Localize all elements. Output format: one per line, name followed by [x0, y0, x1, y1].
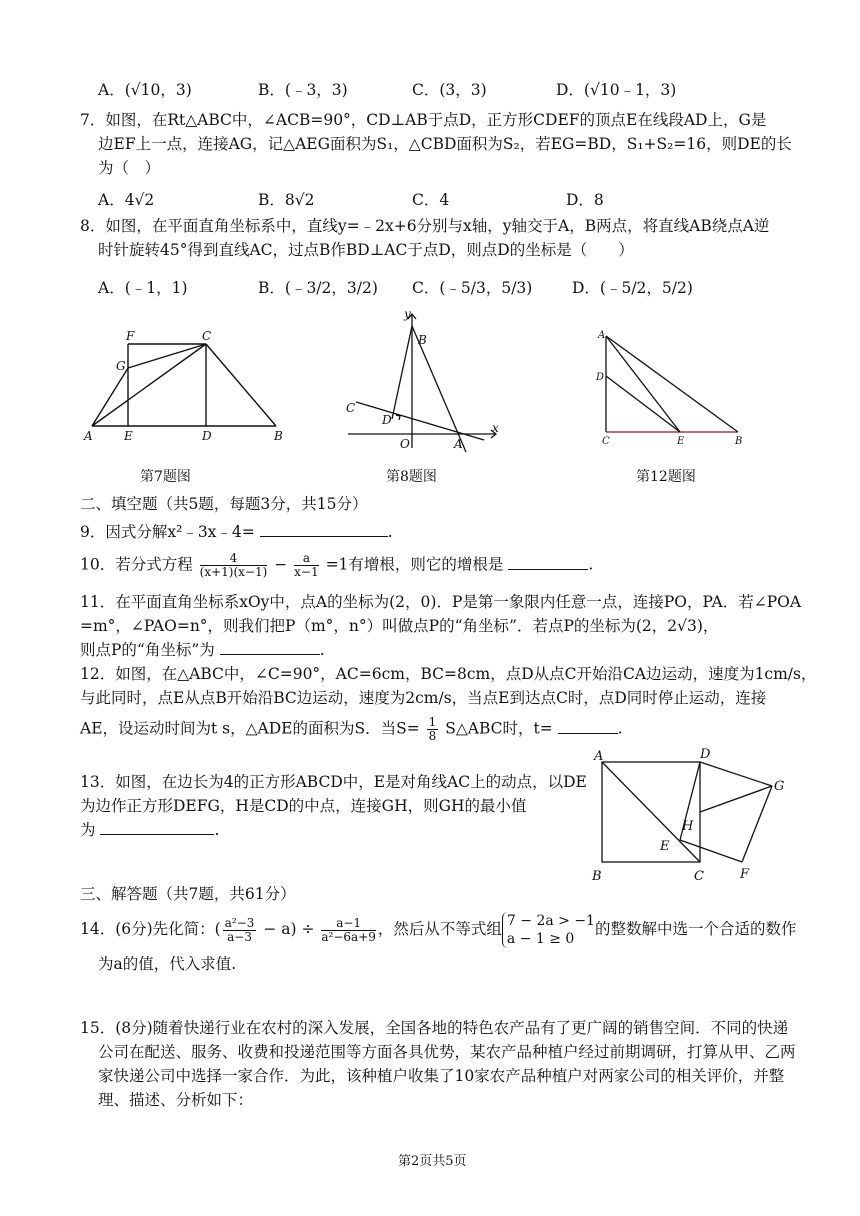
q15-line4: 理、描述、分析如下： [98, 1091, 254, 1109]
q14-f2-den: a²−6a+9 [321, 929, 376, 944]
q12-line3-wrap [80, 716, 623, 743]
fig7-caption: 第7题图 [140, 469, 191, 485]
q11-line2: =m°，∠PAO=n°，则我们把P（m°，n°）叫做点P的“角坐标”．若点P的坐标为(2，2√3)， [80, 617, 719, 635]
q8-option-a: A．(﹣1，1) [98, 279, 188, 297]
q10-post: =1有增根，则它的增根是 [325, 555, 504, 574]
q12-line3-pre: AE，设运动时间为t s，△ADE的面积为S．当S= [80, 719, 420, 738]
fig8-label-o: O [400, 437, 410, 451]
q6-option-b: B．(﹣3，3) [258, 81, 348, 99]
fig13-label-b: B [592, 869, 602, 884]
q12-end: . [617, 719, 623, 738]
q10-end: . [588, 555, 594, 574]
section-fill-in-title: 二、填空题（共5题，每题3分，共15分） [80, 495, 368, 513]
q7-line3: 为（ ） [98, 159, 161, 177]
fig12-label-d: D [596, 372, 605, 383]
fig13-label-f: F [740, 867, 750, 882]
q9-line [80, 522, 393, 543]
q10-answer-blank[interactable] [508, 555, 588, 570]
q10-line: 10．若分式方程 $\frac{4}{(x+1)(x-1)}$ − $\frac{a}{x-1}$ =1有增根，则它的增根是 . [80, 551, 594, 580]
q7-line1: 7．如图，在Rt△ABC中，∠ACB=90°，CD⊥AB于点D，正方形CDEF的顶点E在线段AD上，G是 [80, 111, 767, 129]
q14-post: 的整数解中选一个合适的数作 [594, 920, 797, 939]
fig7-label-e: E [124, 429, 133, 443]
q6-option-c: C．(3，3) [412, 81, 487, 99]
q15-line3: 家快递公司中选择一家合作．为此，该种植户收集了10家农产品种植户对两家公司的相关评价，并整 [98, 1067, 785, 1085]
q13-line3-wrap [80, 820, 219, 841]
q15-line1: 15．(8分)随着快递行业在农村的深入发展，全国各地的特色农产品有了更广阔的销售空间．不同的快递 [80, 1019, 789, 1037]
fig8-label-x: x [492, 421, 499, 435]
fig8-label-a: A [454, 437, 463, 451]
q8-line1: 8．如图，在平面直角坐标系中，直线y=﹣2x+6分别与x轴，y轴交于A，B两点，将直线AB绕点A逆 [80, 217, 770, 235]
q14-f1-num: a²−3 [224, 915, 255, 930]
q13-end: . [214, 821, 220, 839]
q10-f1-den: (x+1)(x−1) [199, 565, 268, 580]
fig7-label-d: D [202, 429, 212, 443]
q14-inequality-system [502, 912, 595, 948]
fig12-label-e: E [677, 436, 685, 447]
fig8-label-d: D [382, 413, 392, 427]
q13-answer-blank[interactable] [100, 820, 214, 835]
q12-line3-post: S△ABC时，t= [445, 719, 553, 738]
fig12-label-b: B [735, 436, 743, 447]
q10-pre: 10．若分式方程 [80, 555, 193, 574]
q14-fraction-2 [321, 917, 376, 944]
q14-mid2: ，然后从不等式组 [377, 920, 502, 939]
q10-fraction-1 [200, 552, 268, 579]
figure-q7 [80, 328, 290, 448]
q12-line1: 12．如图，在△ABC中，∠C=90°，AC=6cm，BC=8cm，点D从点C开始沿CA边运动，速度为1cm/s， [80, 665, 817, 683]
figure-q12 [592, 326, 752, 450]
q9-text: 9．因式分解x²﹣3x﹣4= [80, 523, 255, 541]
q7-option-b: B．8√2 [258, 191, 315, 209]
fig13-label-e: E [660, 839, 670, 854]
q10-f2-num: a [294, 552, 318, 566]
q14-sys-2: a − 1 ≥ 0 [506, 931, 575, 948]
fig12-label-c: C [602, 436, 610, 447]
q11-line1: 11．在平面直角坐标系xOy中，点A的坐标为(2，0)．P是第一象限内任意一点，连接PO，PA．若∠POA [80, 593, 802, 611]
q13-line1: 13．如图，在边长为4的正方形ABCD中，E是对角线AC上的动点，以DE [80, 773, 587, 791]
q14-line2: 为a的值，代入求值. [98, 955, 237, 973]
q12-f-num: 1 [428, 715, 437, 729]
q11-end: . [319, 641, 325, 659]
q11-line3-wrap [80, 640, 325, 661]
fig13-label-a: A [594, 749, 604, 764]
fig7-label-a: A [84, 429, 93, 443]
section-answer-title: 三、解答题（共7题，共61分） [80, 885, 296, 903]
fig7-label-b: B [274, 429, 283, 443]
fig13-label-g: G [774, 779, 785, 794]
fig7-label-c: C [202, 329, 212, 343]
fig13-label-c: C [694, 869, 704, 884]
q7-line2: 边EF上一点，连接AG，记△AEG面积为S₁，△CBD面积为S₂，若EG=BD，S₁+S₂=16，则DE的长 [98, 135, 792, 153]
fig13-label-h: H [682, 819, 694, 834]
q14-pre: 14．(6分)先化简：( [80, 920, 221, 939]
q7-option-d: D．8 [566, 191, 604, 209]
q10-f2-den: x−1 [294, 565, 319, 580]
q13-line2: 为边作正方形DEFG，H是CD的中点，连接GH，则GH的最小值 [80, 797, 527, 815]
q7-option-c: C．4 [412, 191, 450, 209]
q10-f1-num: 4 [200, 552, 268, 566]
q7-option-a: A．4√2 [98, 191, 155, 209]
fig12-caption: 第12题图 [636, 469, 696, 485]
q12-f-den: 8 [428, 729, 437, 744]
q12-fraction [427, 716, 439, 743]
q6-option-a: A．(√10，3) [98, 81, 192, 99]
page-footer: 第2页共5页 [398, 1154, 467, 1169]
figure-q13 [584, 744, 796, 888]
q8-option-b: B．(﹣3/2，3/2) [258, 279, 378, 297]
q8-line2: 时针旋转45°得到直线AC，过点B作BD⊥AC于点D，则点D的坐标是（ ） [98, 241, 634, 259]
fig8-caption: 第8题图 [386, 469, 437, 485]
fig7-label-f: F [126, 329, 135, 343]
q9-end: . [387, 523, 393, 541]
q12-line2: 与此同时，点E从点B开始沿BC边运动，速度为2cm/s，当点E到达点C时，点D同时停止运动，连接 [80, 689, 767, 707]
q8-option-d: D．(﹣5/2，5/2) [572, 279, 693, 297]
q8-option-c: C．(﹣5/3，5/3) [412, 279, 533, 297]
q14-sys-1: 7 − 2a > −1 [506, 913, 595, 929]
q10-fraction-2 [294, 552, 318, 579]
q11-answer-blank[interactable] [220, 640, 320, 655]
q14-mid1: − a) ÷ [263, 920, 315, 939]
fig13-label-d: D [700, 747, 711, 762]
q14-line1 [80, 912, 796, 948]
figure-q8 [336, 306, 506, 456]
q9-answer-blank[interactable] [260, 522, 388, 537]
q11-line3: 则点P的“角坐标”为 [80, 641, 215, 659]
q12-answer-blank[interactable] [558, 719, 618, 734]
q14-fraction-1 [223, 917, 257, 944]
q13-line3: 为 [80, 821, 96, 839]
fig8-label-y: y [404, 307, 411, 321]
q14-f1-den: a−3 [227, 929, 252, 944]
fig7-label-g: G [116, 359, 126, 373]
fig8-label-c: C [346, 401, 356, 415]
q15-line2: 公司在配送、服务、收费和投递范围等方面各具优势，某农产品种植户经过前期调研，打算从甲、乙两 [98, 1043, 796, 1061]
q6-option-d: D．(√10﹣1，3) [556, 81, 677, 99]
fig8-label-b: B [418, 333, 427, 347]
fig12-label-a: A [598, 330, 606, 341]
q14-f2-num: a−1 [321, 917, 376, 931]
